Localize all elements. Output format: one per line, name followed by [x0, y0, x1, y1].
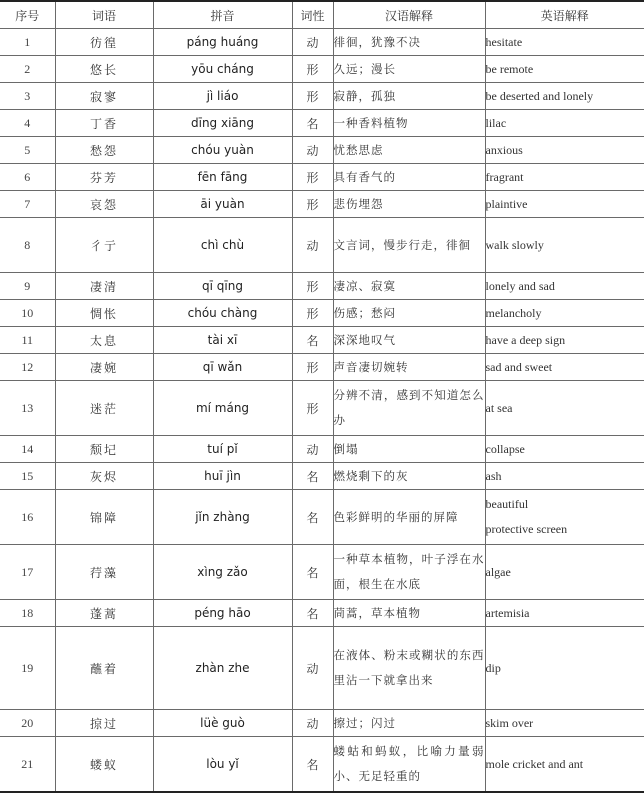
table-row [0, 327, 644, 354]
table-row [0, 273, 644, 300]
row-word: 悠长 [55, 56, 153, 83]
row-pos: 名 [292, 327, 333, 354]
row-word: 蘸着 [55, 627, 153, 710]
row-cn-def: 倒塌 [333, 436, 485, 463]
row-pos: 名 [292, 737, 333, 793]
row-index: 20 [0, 710, 55, 737]
row-pinyin: qī qīng [153, 273, 292, 300]
row-word: 蓬蒿 [55, 600, 153, 627]
row-word: 彳亍 [55, 218, 153, 273]
row-en-def: be deserted and lonely [485, 83, 644, 110]
row-cn-def-text: 蝼蛄和蚂蚁，比喻力量弱小、无足轻重的 [333, 744, 485, 783]
row-pinyin: āi yuàn [153, 191, 292, 218]
row-pinyin: péng hāo [153, 600, 292, 627]
table-row [0, 627, 644, 710]
row-word: 彷徨 [55, 29, 153, 56]
header-cn-def: 汉语解释 [333, 1, 485, 29]
row-en-def: fragrant [485, 164, 644, 191]
row-pinyin: jì liáo [153, 83, 292, 110]
row-pinyin: fēn fāng [153, 164, 292, 191]
row-cn-def: 深深地叹气 [333, 327, 485, 354]
row-pos: 动 [292, 218, 333, 273]
row-en-def: sad and sweet [485, 354, 644, 381]
table-row [0, 490, 644, 545]
table-row [0, 710, 644, 737]
row-word: 愁怨 [55, 137, 153, 164]
row-pos: 形 [292, 354, 333, 381]
row-word: 凄清 [55, 273, 153, 300]
row-pos: 动 [292, 627, 333, 710]
row-pos: 形 [292, 300, 333, 327]
row-index: 8 [0, 218, 55, 273]
row-pos: 形 [292, 381, 333, 436]
row-cn-def [333, 381, 485, 436]
row-index: 9 [0, 273, 55, 300]
row-pinyin: huī jìn [153, 463, 292, 490]
row-index: 21 [21, 756, 34, 771]
table-row [0, 56, 644, 83]
row-en-def: dip [485, 627, 644, 710]
row-index: 1 [0, 29, 55, 56]
row-en-def: skim over [485, 710, 644, 737]
row-cn-def: 伤感；愁闷 [333, 300, 485, 327]
row-index: 5 [0, 137, 55, 164]
row-word: 蝼蚁 [55, 737, 153, 793]
header-index: 序号 [0, 1, 55, 29]
header-pos: 词性 [292, 1, 333, 29]
row-index: 14 [0, 436, 55, 463]
row-cn-def [333, 218, 485, 273]
row-index: 6 [0, 164, 55, 191]
row-word: 芬芳 [55, 164, 153, 191]
table-row [0, 300, 644, 327]
row-word: 丁香 [55, 110, 153, 137]
row-cn-def-text: 在液体、粉末或糊状的东西里沾一下就拿出来 [333, 648, 485, 687]
row-pos: 名 [292, 463, 333, 490]
row-pos: 形 [292, 273, 333, 300]
row-pinyin: lòu yǐ [153, 737, 292, 793]
row-index: 3 [0, 83, 55, 110]
row-word: 颓圮 [55, 436, 153, 463]
header-en-def: 英语解释 [485, 1, 644, 29]
row-pos: 名 [292, 545, 333, 600]
row-word: 太息 [55, 327, 153, 354]
row-index: 13 [0, 381, 55, 436]
row-pos: 形 [292, 191, 333, 218]
header-word: 词语 [55, 1, 153, 29]
table-row [0, 164, 644, 191]
row-cn-def: 寂静，孤独 [333, 83, 485, 110]
row-pinyin: mí máng [153, 381, 292, 436]
row-pos: 名 [292, 110, 333, 137]
row-pos: 动 [292, 137, 333, 164]
row-cn-def: 忧愁思虑 [333, 137, 485, 164]
table-row [0, 191, 644, 218]
row-en-def-line: beautiful [485, 497, 529, 511]
row-word: 惆怅 [55, 300, 153, 327]
row-cn-def-text: 文言词，慢步行走，徘徊 [333, 237, 471, 252]
row-cn-def: 擦过；闪过 [333, 710, 485, 737]
row-pos: 名 [292, 600, 333, 627]
row-index: 11 [0, 327, 55, 354]
row-pinyin: lüè guò [153, 710, 292, 737]
row-word: 寂寥 [55, 83, 153, 110]
row-pinyin: páng huáng [153, 29, 292, 56]
row-cn-def: 一种香料植物 [333, 110, 485, 137]
row-en-def: have a deep sign [485, 327, 644, 354]
row-cn-def [333, 490, 485, 545]
table-row [0, 436, 644, 463]
row-pos: 形 [292, 83, 333, 110]
row-index: 15 [0, 463, 55, 490]
row-pos: 形 [292, 164, 333, 191]
row-pinyin: tuí pǐ [153, 436, 292, 463]
row-en-def: plaintive [485, 191, 644, 218]
row-index: 18 [0, 600, 55, 627]
row-en-def: collapse [485, 436, 644, 463]
row-cn-def: 凄凉、寂寞 [333, 273, 485, 300]
table-row [0, 218, 644, 273]
row-pinyin: zhàn zhe [153, 627, 292, 710]
row-cn-def: 久远；漫长 [333, 56, 485, 83]
row-pinyin: chóu chàng [153, 300, 292, 327]
row-word: 哀怨 [55, 191, 153, 218]
row-pinyin: chóu yuàn [153, 137, 292, 164]
row-en-def-line: protective screen [485, 522, 568, 536]
row-pinyin: jǐn zhàng [153, 490, 292, 545]
table-row [0, 29, 644, 56]
row-en-def: be remote [485, 56, 644, 83]
row-en-def: walk slowly [485, 218, 644, 273]
row-word: 锦障 [55, 490, 153, 545]
row-en-def: melancholy [485, 300, 644, 327]
row-index: 16 [0, 490, 55, 545]
row-index: 19 [0, 627, 55, 710]
table-row [0, 354, 644, 381]
row-word: 迷茫 [55, 381, 153, 436]
row-pos: 动 [292, 710, 333, 737]
table-row [0, 463, 644, 490]
row-en-def: lilac [485, 110, 644, 137]
row-pos: 形 [292, 56, 333, 83]
row-pos: 动 [292, 436, 333, 463]
row-index: 12 [0, 354, 55, 381]
row-cn-def [333, 627, 485, 710]
table-row [0, 545, 644, 600]
row-pinyin: tài xī [153, 327, 292, 354]
row-cn-def: 徘徊，犹豫不决 [333, 29, 485, 56]
row-cn-def: 具有香气的 [333, 164, 485, 191]
row-cn-def [333, 545, 485, 600]
row-cn-def-text: 色彩鲜明的华丽的屏障 [333, 509, 459, 524]
row-pos: 名 [292, 490, 333, 545]
row-en-def: at sea [485, 381, 644, 436]
row-cn-def: 茼蒿，草本植物 [333, 600, 485, 627]
table-row [0, 83, 644, 110]
row-en-def: mole cricket and ant [485, 737, 644, 793]
row-pos: 动 [292, 29, 333, 56]
row-en-def: hesitate [485, 29, 644, 56]
row-index: 17 [0, 545, 55, 600]
row-index: 2 [0, 56, 55, 83]
row-cn-def-text: 一种草本植物，叶子浮在水面，根生在水底 [333, 552, 485, 591]
table-row [0, 137, 644, 164]
row-en-def: algae [485, 545, 644, 600]
row-pinyin: qī wǎn [153, 354, 292, 381]
row-cn-def: 悲伤埋怨 [333, 191, 485, 218]
row-index: 10 [0, 300, 55, 327]
row-en-def [485, 490, 644, 545]
row-pinyin: xìng zǎo [153, 545, 292, 600]
row-word: 凄婉 [55, 354, 153, 381]
row-pinyin: yōu cháng [153, 56, 292, 83]
table-row [0, 381, 644, 436]
row-index: 4 [0, 110, 55, 137]
table-row [0, 110, 644, 137]
table-row [0, 737, 644, 793]
row-pinyin: dīng xiāng [153, 110, 292, 137]
row-en-def: artemisia [485, 600, 644, 627]
row-cn-def-text: 分辨不清，感到不知道怎么办 [333, 388, 485, 427]
row-word: 荇藻 [55, 545, 153, 600]
row-cn-def: 燃烧剩下的灰 [333, 463, 485, 490]
row-cn-def [333, 737, 485, 793]
header-row [0, 1, 644, 29]
row-word: 掠过 [55, 710, 153, 737]
row-word: 灰烬 [55, 463, 153, 490]
header-pinyin: 拼音 [153, 1, 292, 29]
row-pinyin: chì chù [153, 218, 292, 273]
row-en-def: anxious [485, 137, 644, 164]
row-en-def: ash [485, 463, 644, 490]
row-en-def: lonely and sad [485, 273, 644, 300]
table-row [0, 600, 644, 627]
row-cn-def: 声音凄切婉转 [333, 354, 485, 381]
row-index: 7 [0, 191, 55, 218]
